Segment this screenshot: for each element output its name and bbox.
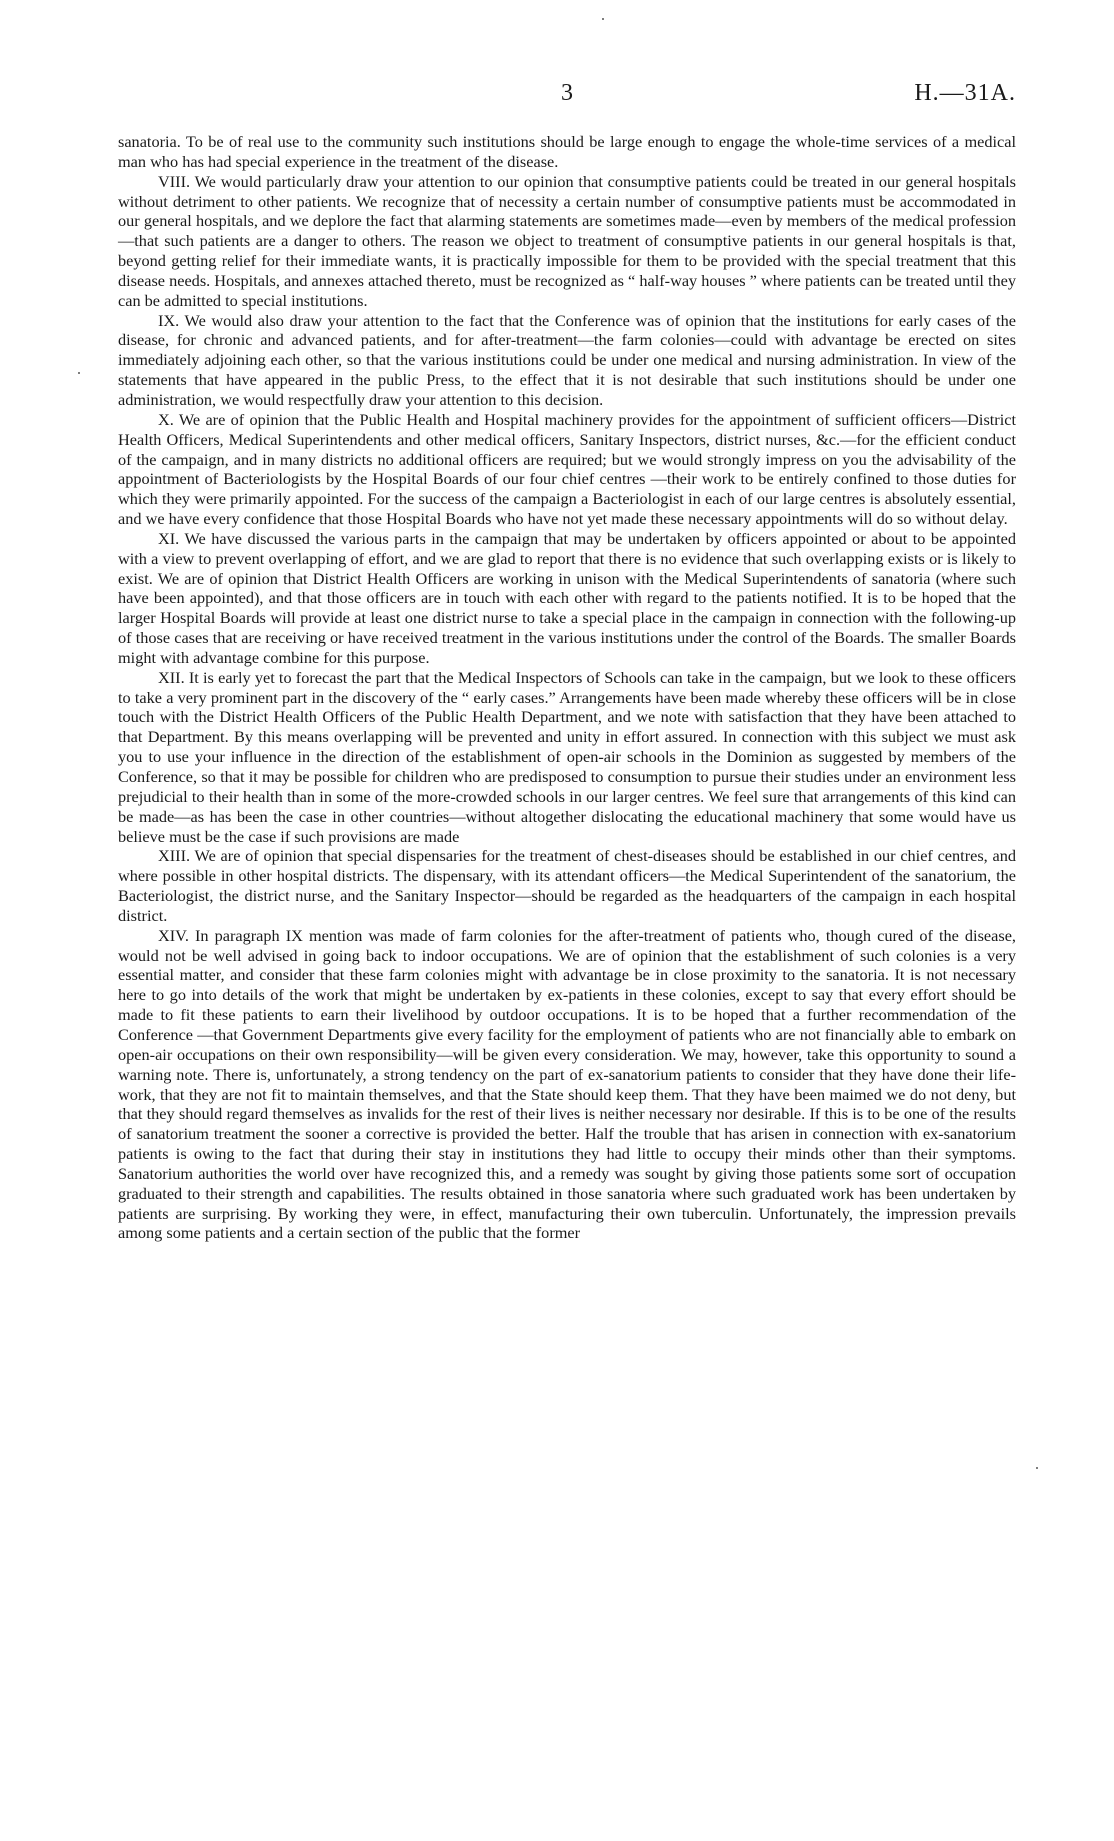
page-header bbox=[118, 80, 1016, 110]
scan-speck bbox=[1036, 1467, 1038, 1469]
paragraph-ix: IX. We would also draw your attention to the fact that the Conference was of opinion that the institutions for early cases of the disease, for chronic and advanced patients, and for after-treatment—the farm colonies—could with advantage be erected on sites immediately adjoining each other, so that the various institutions could be under one medical and nursing administration. In view of the statements that have appeared in the public Press, to the effect that it is not desirable that such institutions should be under one administration, we would respectfully draw your attention to this decision. bbox=[118, 310, 1016, 409]
paragraph-continuation: sanatoria. To be of real use to the community such institutions should be large enough to engage the whole-time services of a medical man who has had special experience in the treatment of the disease. bbox=[118, 132, 1016, 171]
paragraph-x: X. We are of opinion that the Public Health and Hospital machinery provides for the appointment of sufficient officers—District Health Officers, Medical Superintendents and other medical officers, Sanitary Inspectors, district nurses, &c.—for the efficient conduct of the campaign, and in many districts no additional officers are required; but we would strongly impress on you the advisability of the appointment of Bacteriologists by the Hospital Boards of our four chief centres —their work to be entirely confined to those duties for which they were primarily appointed. For the success of the campaign a Bacteriologist in each of our large centres is absolutely essential, and we have every confidence that those Hospital Boards who have not yet made these necessary appointments will do so without delay. bbox=[118, 409, 1016, 529]
scan-speck bbox=[78, 372, 80, 374]
scan-speck bbox=[602, 18, 604, 20]
document-reference: H.—31A. bbox=[914, 80, 1016, 106]
paragraph-xiv: XIV. In paragraph IX mention was made of farm colonies for the after-treatment of patients who, though cured of the disease, would not be well advised in going back to indoor occupations. We are of opinion that the establishment of such colonies is a very essential matter, and consider that these farm colonies might with advantage be in close proximity to the sanatoria. It is not necessary here to go into details of the work that might be undertaken by ex-patients in these colonies, except to say that every effort should be made to fit these patients to earn their livelihood by outdoor occupations. It is to be hoped that a further recommendation of the Conference —that Government Departments give every facility for the employment of patients who are not financially able to embark on open-air occupations on their own responsibility—will be given every consideration. We may, however, take this opportunity to sound a warning note. There is, unfortunately, a strong tendency on the part of ex-sanatorium patients to consider that they have done their life-work, that they are not fit to maintain themselves, and that the State should keep them. That they have been maimed we do not deny, but that they should regard themselves as invalids for the rest of their lives is neither necessary nor desirable. If this is to be one of the results of sanatorium treatment the sooner a corrective is provided the better. Half the trouble that has arisen in connection with ex-sanatorium patients is owing to the fact that during their stay in institutions they had little to occupy their minds other than their symptoms. Sanatorium authorities the world over have recognized this, and a remedy was sought by giving those patients some sort of occupation graduated to their strength and capabilities. The results obtained in those sanatoria where such graduated work has been undertaken by patients are surprising. By working they were, in effect, manufacturing their own tuberculin. Unfortunately, the impression prevails among some patients and a certain section of the public that the former bbox=[118, 925, 1016, 1243]
page-number: 3 bbox=[561, 80, 573, 106]
paragraph-xi: XI. We have discussed the various parts in the campaign that may be undertaken by officers appointed or about to be appointed with a view to prevent overlapping of effort, and we are glad to report that there is no evidence that such overlapping exists or is likely to exist. We are of opinion that District Health Officers are working in unison with the Medical Superintendents of sanatoria (where such have been appointed), and that those officers are in touch with each other with regard to the patients notified. It is to be hoped that the larger Hospital Boards will provide at least one district nurse to take a special place in the campaign in connection with the following-up of those cases that are receiving or have received treatment in the various institutions under the control of the Boards. The smaller Boards might with advantage combine for this purpose. bbox=[118, 528, 1016, 667]
body-text bbox=[118, 132, 1016, 1243]
paragraph-viii: VIII. We would particularly draw your attention to our opinion that consumptive patients could be treated in our general hospitals without detriment to other patients. We recognize that of necessity a certain number of consumptive patients must be accommodated in our general hospitals, and we deplore the fact that alarming statements are sometimes made—even by members of the medical profession—that such patients are a danger to others. The reason we object to treatment of consumptive patients in our general hospitals is that, beyond getting relief for their immediate wants, it is practically impossible for them to be provided with the special treatment that this disease needs. Hospitals, and annexes attached thereto, must be recognized as “ half-way houses ” where patients can be treated until they can be admitted to special institutions. bbox=[118, 171, 1016, 310]
paragraph-xiii: XIII. We are of opinion that special dispensaries for the treatment of chest-diseases should be established in our chief centres, and where possible in other hospital districts. The dispensary, with its attendant officers—the Medical Superintendent of the sanatorium, the Bacteriologist, the district nurse, and the Sanitary Inspector—should be regarded as the headquarters of the campaign in each hospital district. bbox=[118, 846, 1016, 925]
paragraph-xii: XII. It is early yet to forecast the part that the Medical Inspectors of Schools can take in the campaign, but we look to these officers to take a very prominent part in the discovery of the “ early cases.” Arrangements have been made whereby these officers will be in close touch with the District Health Officers of the Public Health Department, and we note with satisfaction that they have been attached to that Department. By this means overlapping will be prevented and unity in effort assured. In connection with this subject we must ask you to use your influence in the direction of the establishment of open-air schools in the Dominion as suggested by members of the Conference, so that it may be possible for children who are predisposed to consumption to pursue their studies under an environment less prejudicial to their health than in some of the more-crowded schools in our larger centres. We feel sure that arrangements of this kind can be made—as has been the case in other countries—without altogether dislocating the educational machinery that some would have us believe must be the case if such provisions are made bbox=[118, 667, 1016, 846]
